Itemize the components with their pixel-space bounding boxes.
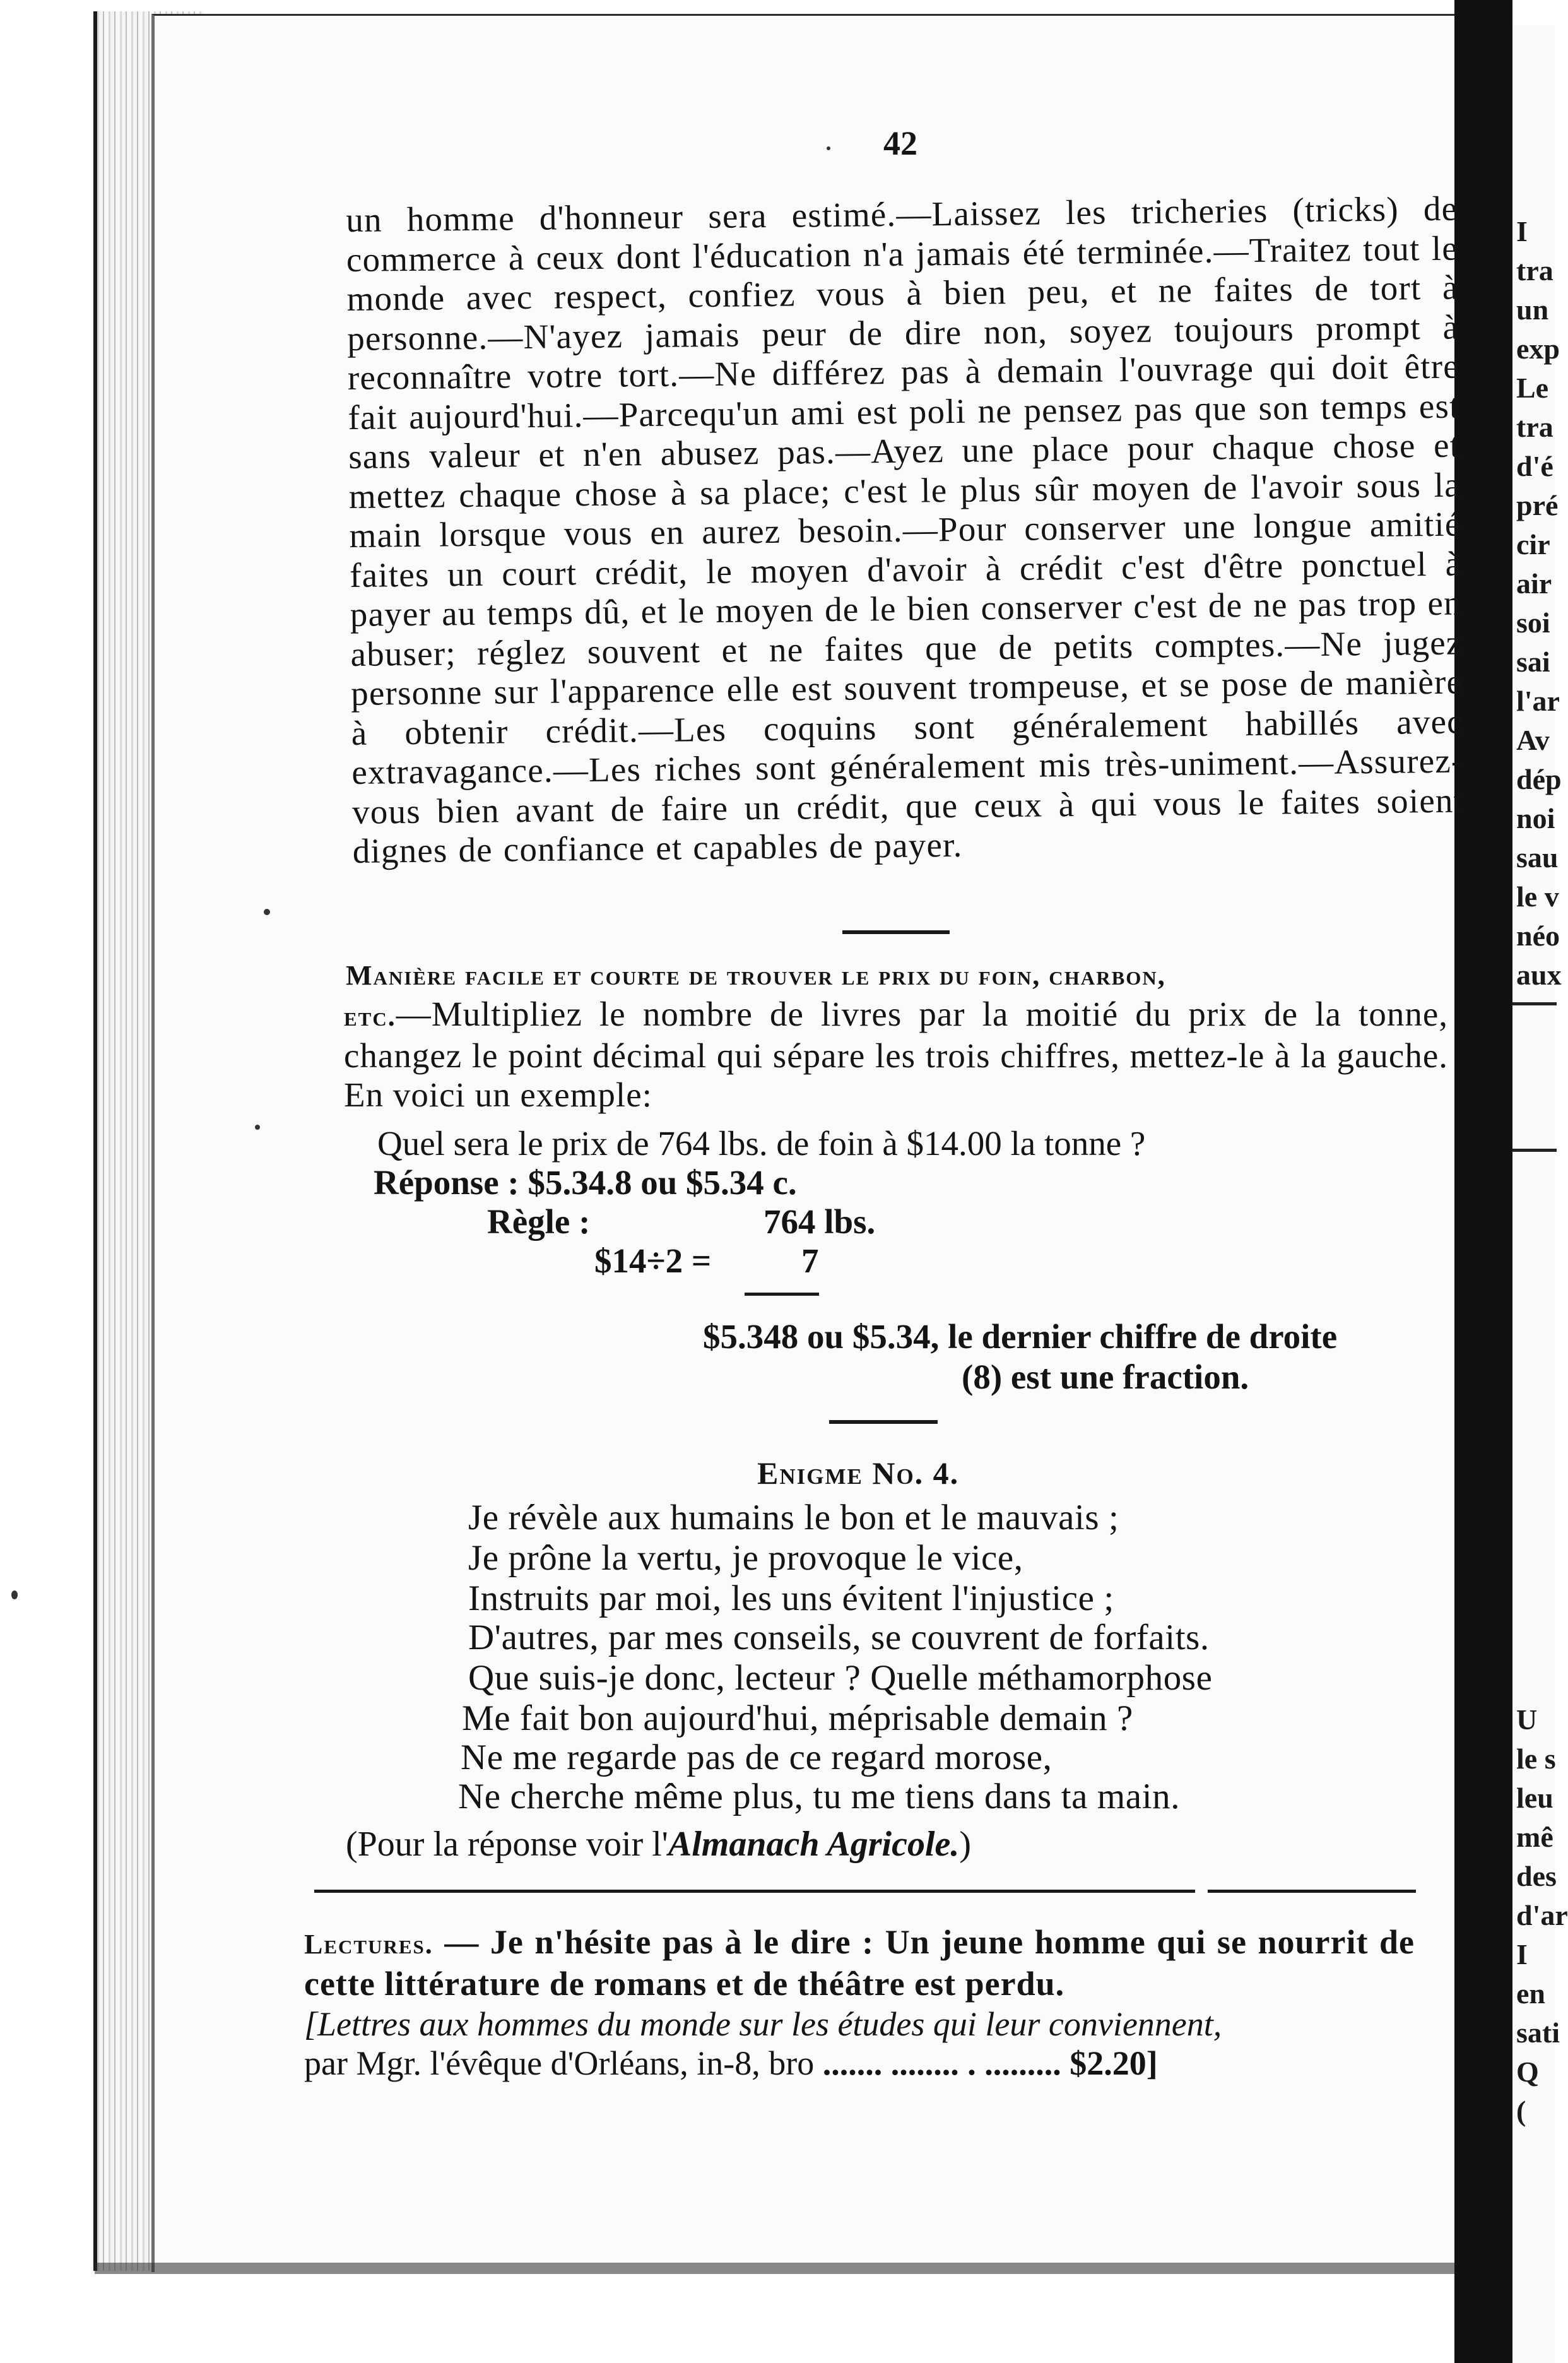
book-author-line [304, 2044, 1158, 2083]
adjacent-fragment: exp [1516, 333, 1560, 365]
answer-prefix: (Pour la réponse voir l' [346, 1825, 668, 1864]
poem-line: Que suis-je donc, lecteur ? Quelle méthamorphose [468, 1658, 1213, 1698]
adjacent-fragment: aux [1516, 959, 1562, 991]
adjacent-fragment: I [1516, 1938, 1528, 1970]
hay-heading-text: Manière facile et courte de trouver le prix du foin, charbon, [346, 960, 1166, 991]
almanach-title: Almanach Agricole. [668, 1825, 960, 1864]
poem-line: Je prône la vertu, je provoque le vice, [468, 1538, 1023, 1578]
book-gutter [1454, 0, 1512, 2363]
scan-speck [255, 1125, 260, 1130]
result-line-2: (8) est une fraction. [962, 1358, 1249, 1396]
adjacent-fragment: dép [1516, 763, 1562, 795]
page-number: 42 [883, 124, 917, 162]
adjacent-fragment: U [1516, 1703, 1538, 1736]
adjacent-rule [1512, 1002, 1557, 1005]
scan-speck [11, 1590, 18, 1599]
adjacent-fragment: sai [1516, 646, 1550, 678]
adjacent-fragment: soi [1516, 607, 1550, 639]
poem-line: Me fait bon aujourd'hui, méprisable demain ? [462, 1698, 1133, 1738]
adjacent-fragment: des [1516, 1860, 1557, 1892]
adjacent-fragment: le s [1516, 1743, 1556, 1775]
adjacent-fragment: ( [1516, 2095, 1526, 2127]
dot-leaders: ....... ........ . ......... [822, 2044, 1061, 2082]
adjacent-fragment: sau [1516, 841, 1559, 874]
scan-speck [827, 146, 830, 150]
adjacent-fragment: tra [1516, 254, 1553, 287]
adjacent-fragment: cir [1516, 528, 1550, 560]
page-bottom-shadow [95, 2263, 1492, 2274]
scan-margin [0, 0, 93, 2363]
adjacent-rule [1512, 1149, 1557, 1152]
book-price: $2.20] [1070, 2044, 1158, 2082]
lectures-text: — Je n'hésite pas à le dire : Un jeune homme qui se nourrit de cette littérature de romans et de théâtre est perdu. [304, 1923, 1415, 2003]
double-rule-right [1208, 1890, 1416, 1893]
adjacent-fragment: d'ar [1516, 1899, 1568, 1931]
hay-question: Quel sera le prix de 764 lbs. de foin à $14.00 la tonne ? [377, 1124, 1146, 1163]
hay-body-text: —Multipliez le nombre de livres par la moitié du prix de la tonne, changez le point décimal qui sépare les trois chiffres, mettez-le à la gauche. En voici un exemple: [344, 995, 1448, 1114]
hay-body [344, 995, 1448, 1115]
adjacent-fragment: air [1516, 567, 1552, 600]
enigme-title [757, 1453, 959, 1492]
poem-line: Instruits par moi, les uns évitent l'injustice ; [468, 1578, 1114, 1618]
adjacent-fragment: sati [1516, 2017, 1560, 2049]
adjacent-fragment: I [1516, 215, 1528, 247]
adjacent-fragment: le v [1516, 880, 1559, 913]
hay-heading-etc: etc. [344, 1001, 396, 1032]
adjacent-fragment: Le [1516, 372, 1549, 404]
book-title: [Lettres aux hommes du monde sur les études qui leur conviennent, [304, 2005, 1222, 2043]
adjacent-fragment: tra [1516, 411, 1553, 443]
poem-line: Ne cherche même plus, tu me tiens dans ta main. [458, 1777, 1181, 1816]
adjacent-fragment: un [1516, 293, 1549, 326]
adjacent-fragment: en [1516, 1977, 1545, 2010]
adjacent-page [1512, 25, 1568, 2363]
adjacent-fragment: l'ar [1516, 685, 1560, 717]
calculation-line [745, 1293, 819, 1296]
enigme-title-text: Enigme No. 4. [757, 1455, 960, 1491]
poem-line: Ne me regarde pas de ce regard morose, [461, 1738, 1052, 1777]
lectures-paragraph [304, 1922, 1415, 2003]
book-author: par Mgr. l'évêque d'Orléans, in-8, bro [304, 2044, 815, 2082]
rule-lbs: 764 lbs. [763, 1202, 876, 1241]
answer-suffix: ) [959, 1825, 972, 1864]
adjacent-fragment: pré [1516, 489, 1559, 521]
poem-line: D'autres, par mes conseils, se couvrent de forfaits. [468, 1618, 1210, 1657]
scan-speck [264, 909, 270, 915]
rule-result: 7 [801, 1241, 819, 1280]
hay-heading [346, 954, 1166, 995]
section-divider [829, 1420, 938, 1424]
adjacent-fragment: noi [1516, 802, 1555, 834]
hay-answer: Réponse : $5.34.8 ou $5.34 c. [374, 1163, 797, 1202]
adjacent-fragment: Av [1516, 724, 1550, 756]
rule-calculation: $14÷2 = [594, 1241, 712, 1280]
adjacent-fragment: d'é [1516, 450, 1553, 482]
section-divider [842, 930, 950, 934]
adjacent-fragment: néo [1516, 920, 1560, 952]
poem-line: Je révèle aux humains le bon et le mauvais ; [468, 1498, 1119, 1537]
result-line-1: $5.348 ou $5.34, le dernier chiffre de droite [703, 1317, 1338, 1356]
enigme-answer-note [346, 1824, 971, 1864]
double-rule-left [314, 1890, 1195, 1893]
adjacent-fragment: mê [1516, 1821, 1553, 1853]
advice-paragraph: un homme d'honneur sera estimé.—Laissez les tricheries (tricks) de commerce à ceux dont l'éducation n'a jamais été terminée.—Traitez tout le monde avec respect, confiez vous à bien peu, et ne faites de tort à personne.—N'ayez jamais peur de dire non, soyez toujours prompt à reconnaître votre tort.—Ne différez pas à demain l'ouvrage qui doit être fait aujourd'hui.—Parcequ'un ami est poli ne pensez pas que son temps est sans valeur et n'en abusez pas.—Ayez une place pour chaque chose et mettez chaque chose à sa place; c'est le plus sûr moyen de l'avoir sous la main lorsque vous en aurez besoin.—Pour conserver une longue amitié faites un court crédit, le moyen d'avoir à crédit c'est d'être ponctuel à payer au temps dû, et le moyen de le bien conserver c'est de ne pas trop en abuser; réglez souvent et ne faites que de petits comptes.—Ne jugez personne sur l'apparence elle est souvent trompeuse, et se pose de manière à obtenir crédit.—Les coquins sont généralement habillés avec extravagance.—Les riches sont généralement mis très-uniment.—Assurez-vous bien avant de faire un crédit, que ceux à qui vous le faites soient dignes de confiance et capables de payer. [346, 189, 1465, 870]
lectures-label: Lectures. [304, 1929, 433, 1960]
rule-label: Règle : [487, 1202, 591, 1241]
adjacent-fragment: leu [1516, 1782, 1553, 1814]
adjacent-fragment: Q [1516, 2056, 1539, 2088]
